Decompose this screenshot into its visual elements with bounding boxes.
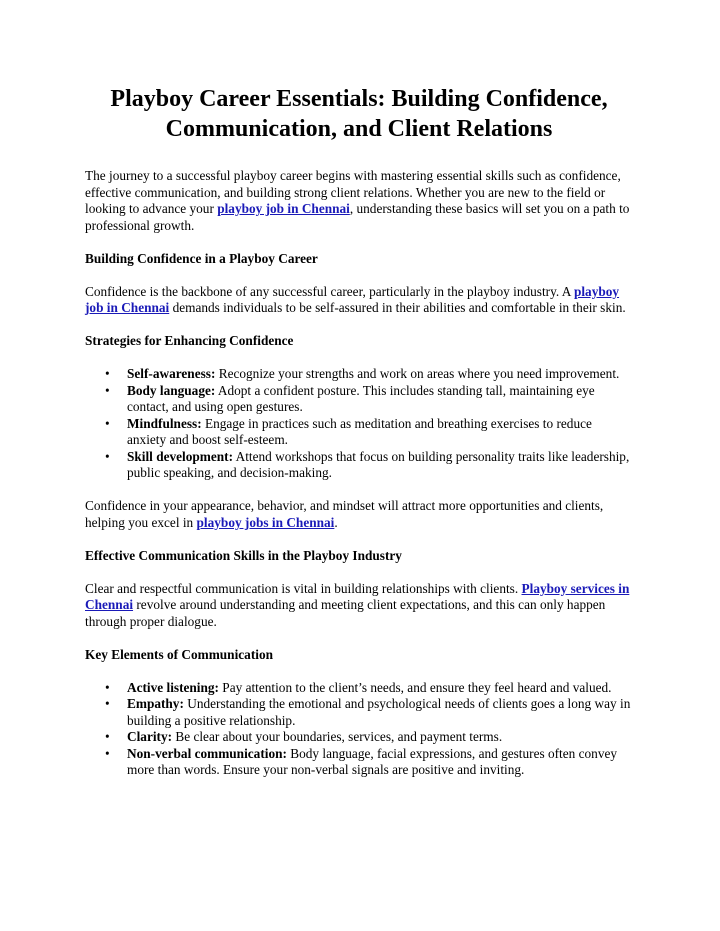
communication-link-playboy-services[interactable]: Playboy services in Chennai [85,580,630,612]
confidence-paragraph [85,284,633,317]
list-item-term: Body language: [127,382,216,398]
page-title: Playboy Career Essentials: Building Confidence, Communication, and Client Relations [110,86,608,142]
closing-text-after: . [334,514,338,530]
confidence-link-playboy-job[interactable]: playboy job in Chennai [85,283,620,315]
bullet-icon: • [105,696,110,711]
intro-link-playboy-job[interactable]: playboy job in Chennai [217,201,350,216]
communication-paragraph [85,581,633,631]
list-item-text: Adopt a confident posture. This includes standing tall, maintaining eye contact, and using open gestures. [127,382,595,414]
list-item [105,382,633,416]
list-item-text: Recognize your strengths and work on areas where you need improvement. [215,366,620,381]
list-item-text: Engage in practices such as meditation and breathing exercises to reduce anxiety and boost self-esteem. [127,415,592,447]
communication-text-before: Clear and respectful communication is vital in building relationships with clients. [85,580,522,596]
list-item-term: Empathy: [127,696,184,711]
bullet-icon: • [105,745,110,761]
closing-text-before: Confidence in your appearance, behavior, and mindset will attract more opportunities and clients, helping you excel in [85,498,604,530]
intro-text-after: , understanding these basics will set you on a path to professional growth. [85,201,630,233]
list-item [105,745,633,779]
list-item [105,729,633,746]
intro-text-before: The journey to a successful playboy career begins with mastering essential skills such as confidence, effective communication, and building strong client relations. Whether you are new to the field or looking to advance your [85,168,621,216]
list-item-text: Attend workshops that focus on building personality traits like leadership, public speaking, and decision-making. [127,448,630,480]
list-item-text: Body language, facial expressions, and gestures often convey more than words. Ensure your non-verbal signals are positive and inviting. [127,745,618,777]
list-item [105,448,633,482]
list-item-term: Non-verbal communication: [127,745,287,761]
bullet-icon: • [105,366,110,381]
list-item-text: Be clear about your boundaries, services, and payment terms. [172,729,503,744]
list-item-term: Skill development: [127,448,234,464]
confidence-text-after: demands individuals to be self-assured in their abilities and comfortable in their skin. [169,300,626,315]
list-item [105,415,633,449]
document-content [85,84,633,779]
list-item-term: Self-awareness: [127,366,216,381]
section-heading-confidence: Building Confidence in a Playboy Career [85,250,318,266]
strategies-list [85,366,633,482]
list-item-term: Clarity: [127,729,173,744]
list-item-text: Understanding the emotional and psychological needs of clients goes a long way in building a positive relationship. [127,696,631,728]
communication-text-after: revolve around understanding and meeting client expectations, and this can only happen through proper dialogue. [85,597,606,629]
section-heading-key-elements: Key Elements of Communication [85,646,273,662]
bullet-icon: • [105,448,110,464]
bullet-icon: • [105,679,110,695]
list-item-text: Pay attention to the client’s needs, and ensure they feel heard and valued. [218,679,612,695]
key-elements-list [85,680,633,779]
intro-paragraph [85,168,633,234]
confidence-text-before: Confidence is the backbone of any successful career, particularly in the playboy industry. A [85,283,574,299]
bullet-icon: • [105,382,110,398]
bullet-icon: • [105,729,110,744]
confidence-closing-paragraph [85,498,633,531]
list-item [105,366,633,383]
bullet-icon: • [105,415,110,431]
list-item [105,679,633,697]
list-item-term: Active listening: [127,679,219,695]
closing-link-playboy-jobs[interactable]: playboy jobs in Chennai [196,514,335,530]
section-heading-communication: Effective Communication Skills in the Playboy Industry [85,547,402,563]
section-heading-strategies: Strategies for Enhancing Confidence [85,333,294,348]
list-item [105,696,633,729]
list-item-term: Mindfulness: [127,415,202,431]
